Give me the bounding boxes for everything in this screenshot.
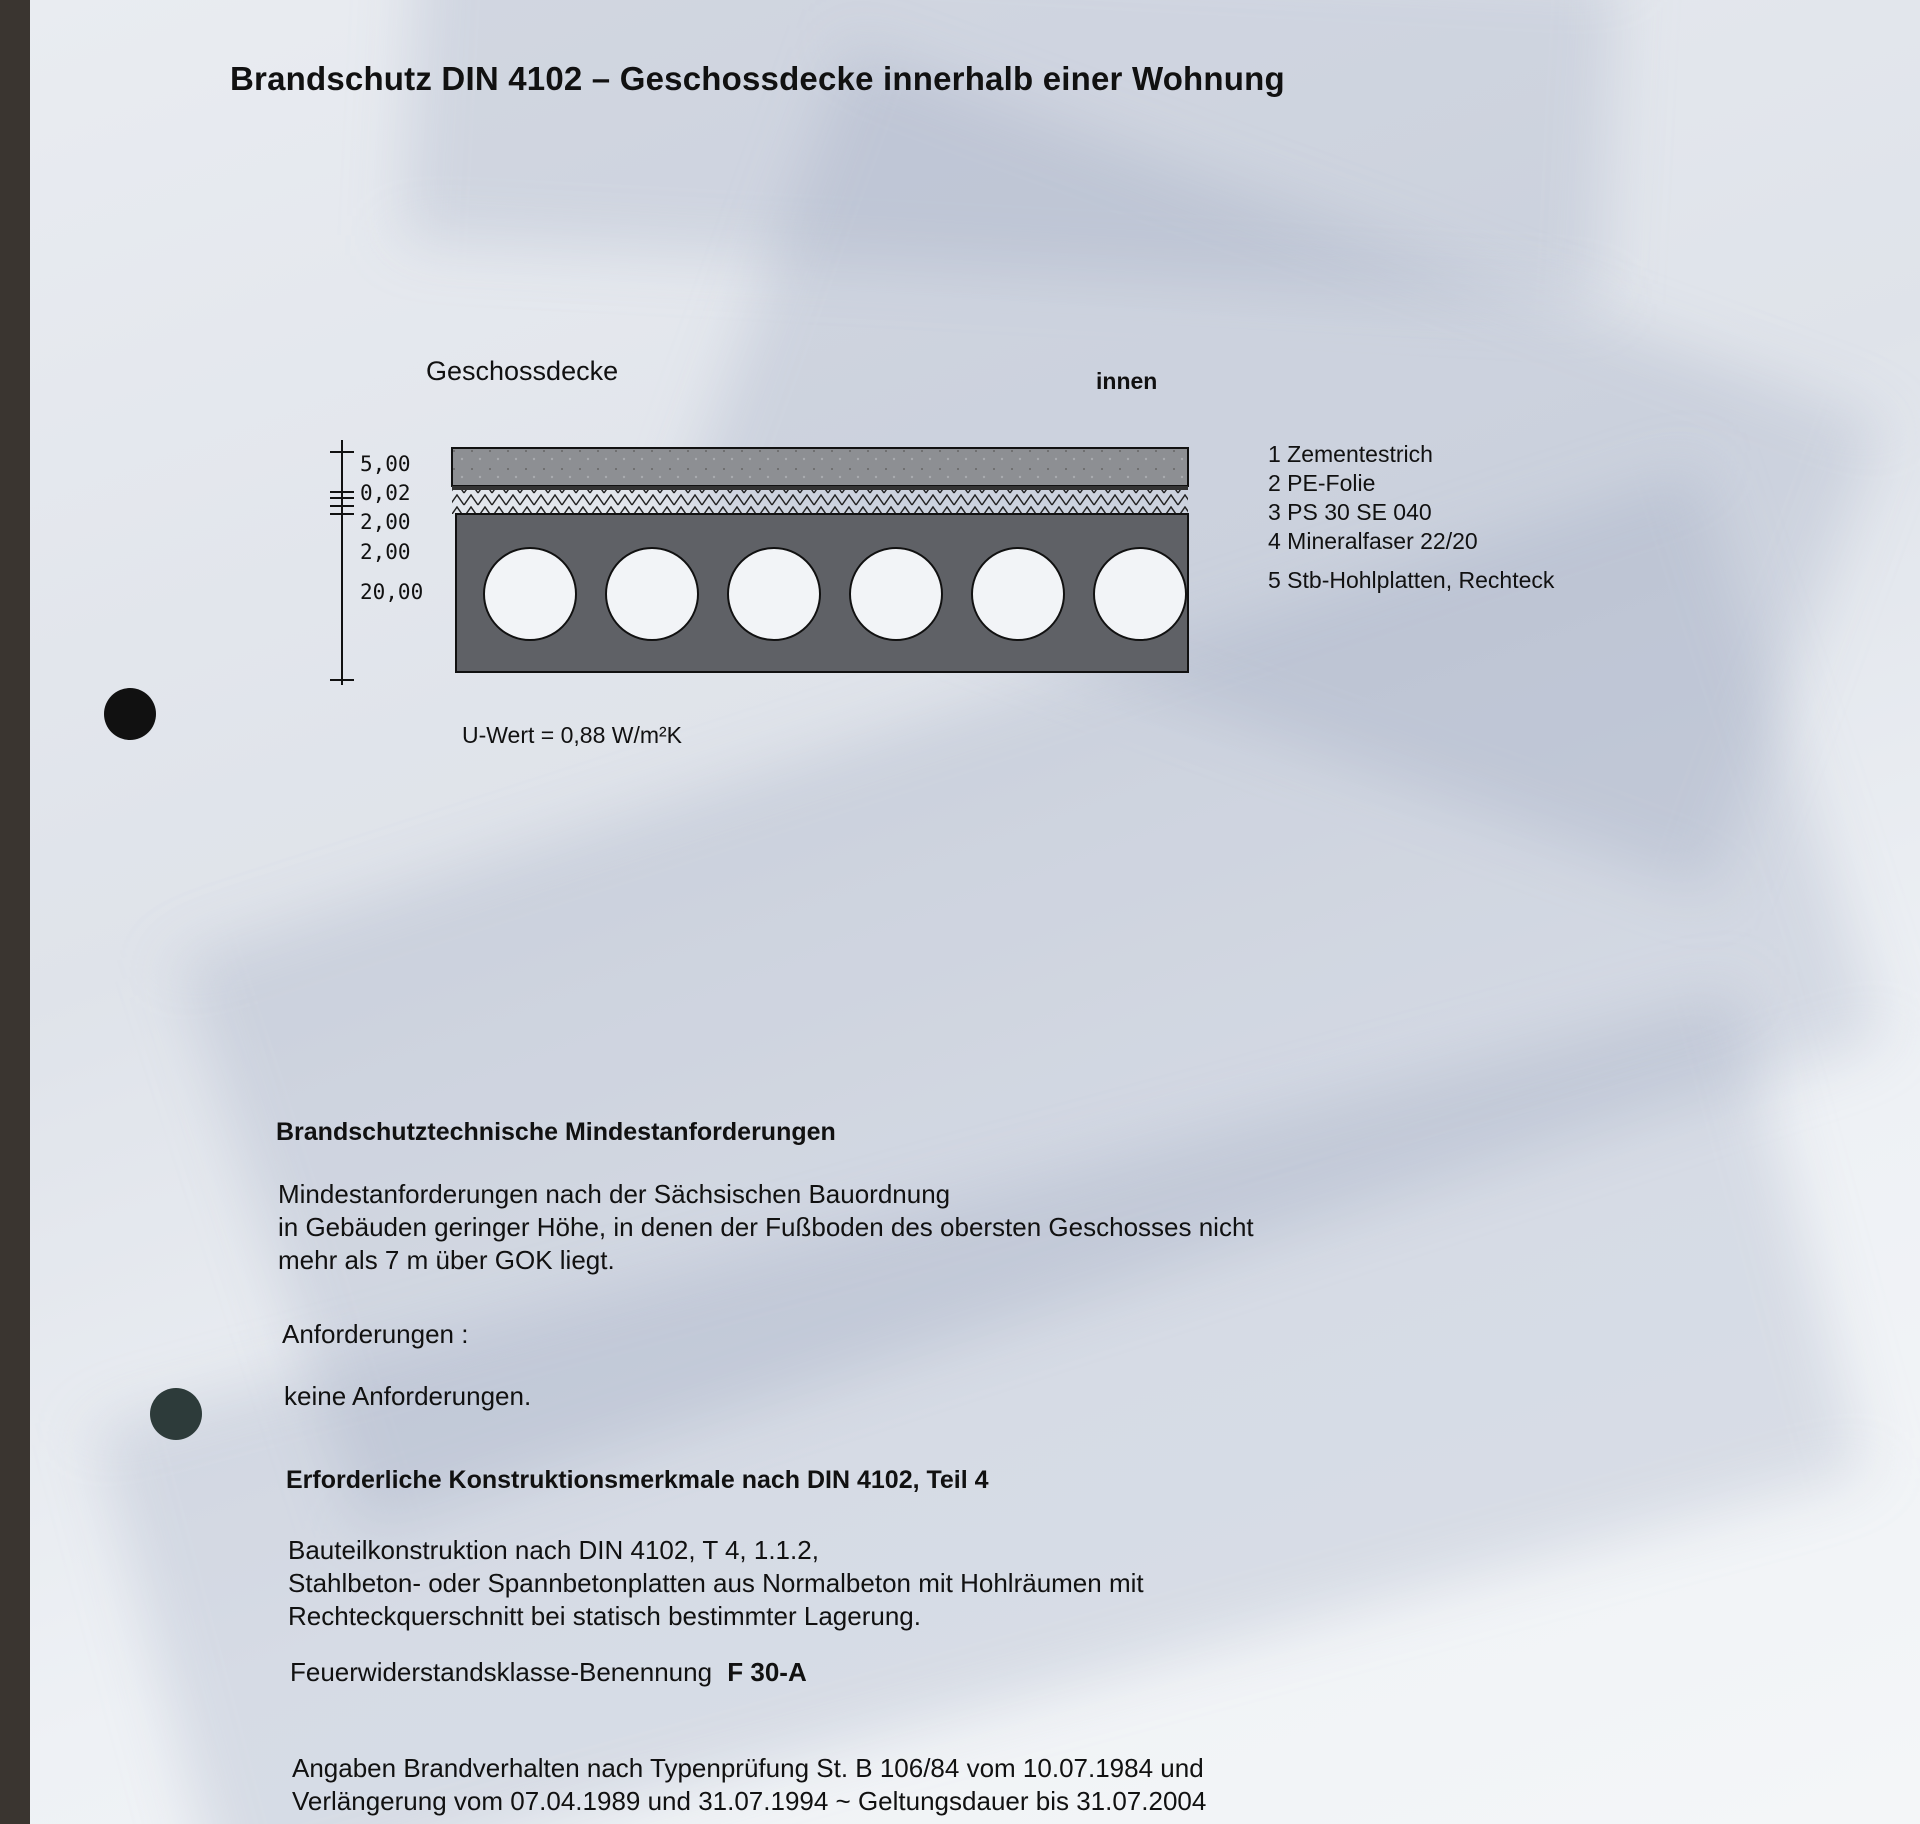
dimension-label: 5,00 [360, 452, 411, 476]
hollow-core [728, 548, 820, 640]
hollow-core [1094, 548, 1186, 640]
layer-ps-insulation [452, 490, 1188, 502]
side-label: innen [1096, 368, 1158, 394]
punch-hole [104, 688, 156, 740]
text-line: in Gebäuden geringer Höhe, in denen der Fußboden des obersten Geschosses nicht [278, 1212, 1254, 1242]
requirements-label: Anforderungen : [282, 1319, 469, 1349]
text-line: mehr als 7 m über GOK liegt. [278, 1245, 615, 1275]
floor-section-drawing [450, 446, 1190, 676]
layer-mineral-fibre [452, 502, 1188, 514]
section-heading: Brandschutztechnische Mindestanforderungen [276, 1118, 836, 1146]
text-line: Verlängerung vom 07.04.1989 und 31.07.1994 ~ Geltungsdauer bis 31.07.2004 [292, 1786, 1207, 1816]
legend-item: 4 Mineralfaser 22/20 [1268, 528, 1478, 554]
paragraph [292, 1752, 1206, 1818]
document-page [30, 0, 1920, 1824]
legend-item: 3 PS 30 SE 040 [1268, 499, 1432, 525]
hollow-core [850, 548, 942, 640]
dimension-scale [326, 440, 446, 700]
text-line: Mindestanforderungen nach der Sächsischen Bauordnung [278, 1179, 951, 1209]
layer-legend [1268, 440, 1554, 595]
dimension-label: 0,02 [360, 481, 411, 505]
paragraph [288, 1534, 1144, 1633]
requirements-value: keine Anforderungen. [284, 1381, 532, 1411]
u-value: U-Wert = 0,88 W/m²K [462, 722, 683, 748]
dimension-line [326, 440, 366, 700]
floor-cross-section [450, 446, 1190, 676]
legend-item: 5 Stb-Hohlplatten, Rechteck [1268, 567, 1555, 593]
page-title: Brandschutz DIN 4102 – Geschossdecke innerhalb einer Wohnung [230, 60, 1285, 97]
text-line: Angaben Brandverhalten nach Typenprüfung St. B 106/84 vom 10.07.1984 und [292, 1753, 1204, 1783]
hollow-core [972, 548, 1064, 640]
hollow-core [484, 548, 576, 640]
legend-item: 1 Zementestrich [1268, 441, 1433, 467]
paragraph [278, 1178, 1254, 1277]
text-line: Bauteilkonstruktion nach DIN 4102, T 4, 1.1.2, [288, 1535, 819, 1565]
hand-shadow [402, 0, 1618, 301]
dimension-label: 2,00 [360, 510, 411, 534]
diagram-caption: Geschossdecke [426, 356, 619, 386]
section-heading: Erforderliche Konstruktionsmerkmale nach DIN 4102, Teil 4 [286, 1466, 989, 1494]
legend-item: 2 PE-Folie [1268, 470, 1376, 496]
text-line: Stahlbeton- oder Spannbetonplatten aus Normalbeton mit Hohlräumen mit [288, 1568, 1144, 1598]
fire-class-line [290, 1656, 807, 1689]
layer-screed [452, 448, 1188, 486]
layer-pe-foil [452, 486, 1188, 490]
dimension-label: 2,00 [360, 540, 411, 564]
punch-hole [150, 1388, 202, 1440]
fire-class-label: Feuerwiderstandsklasse-Benennung [290, 1657, 713, 1687]
fire-class-value: F 30-A [727, 1657, 807, 1687]
text-line: Rechteckquerschnitt bei statisch bestimmter Lagerung. [288, 1601, 921, 1631]
dimension-label: 20,00 [360, 580, 424, 604]
hollow-core [606, 548, 698, 640]
